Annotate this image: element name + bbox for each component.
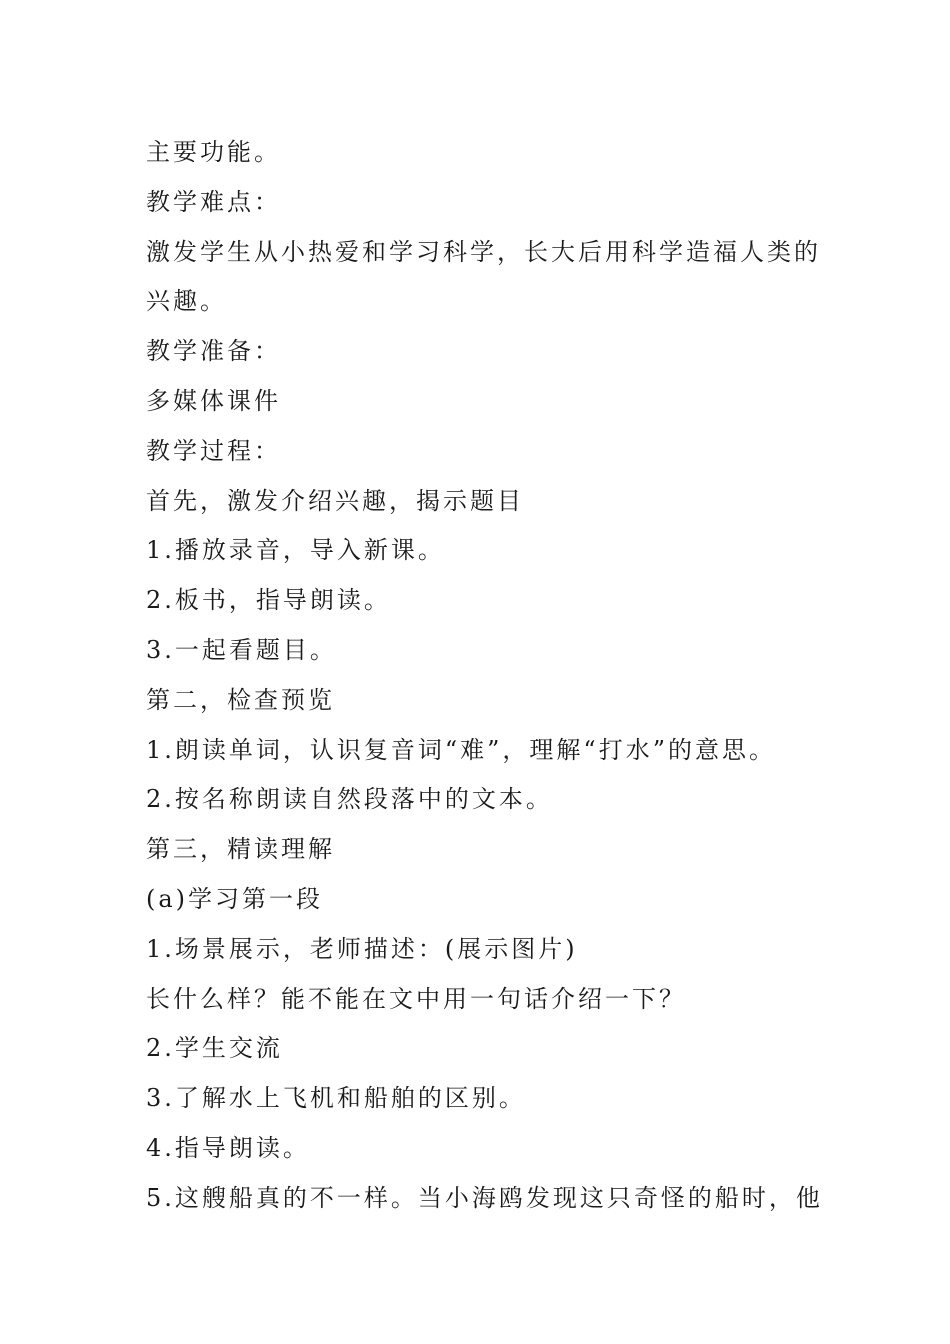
text-line: 长什么样？能不能在文中用一句话介绍一下？: [146, 984, 686, 1013]
list-item: 1.播放录音，导入新课。: [146, 536, 445, 565]
list-item: 3.一起看题目。: [146, 635, 337, 664]
step-heading: 第三，精读理解: [146, 835, 335, 864]
section-heading: 教学难点：: [146, 187, 281, 216]
section-heading: 教学准备：: [146, 337, 281, 366]
text-line: 激发学生从小热爱和学习科学，长大后用科学造福人类的: [146, 237, 821, 266]
list-item: 3.了解水上飞机和船舶的区别。: [146, 1084, 526, 1113]
text-line: 兴趣。: [146, 287, 227, 316]
list-item: 2.学生交流: [146, 1034, 283, 1063]
step-heading: 第二，检查预览: [146, 685, 335, 714]
list-item: 2.板书，指导朗读。: [146, 586, 391, 615]
list-item: 1.朗读单词，认识复音词“难”，理解“打水”的意思。: [146, 735, 776, 764]
text-line: 主要功能。: [146, 138, 281, 166]
list-item: 4.指导朗读。: [146, 1133, 310, 1162]
step-heading: 首先，激发介绍兴趣，揭示题目: [146, 486, 524, 515]
section-heading: 教学过程：: [146, 436, 281, 465]
subsection-heading: (a)学习第一段: [146, 884, 324, 913]
document-body: [146, 128, 826, 1224]
list-item: 1.场景展示，老师描述：(展示图片): [146, 934, 578, 963]
text-line: 多媒体课件: [146, 386, 281, 415]
list-item: 2.按名称朗读自然段落中的文本。: [146, 785, 553, 814]
list-item: 5.这艘船真的不一样。当小海鸥发现这只奇怪的船时，他: [146, 1183, 823, 1212]
